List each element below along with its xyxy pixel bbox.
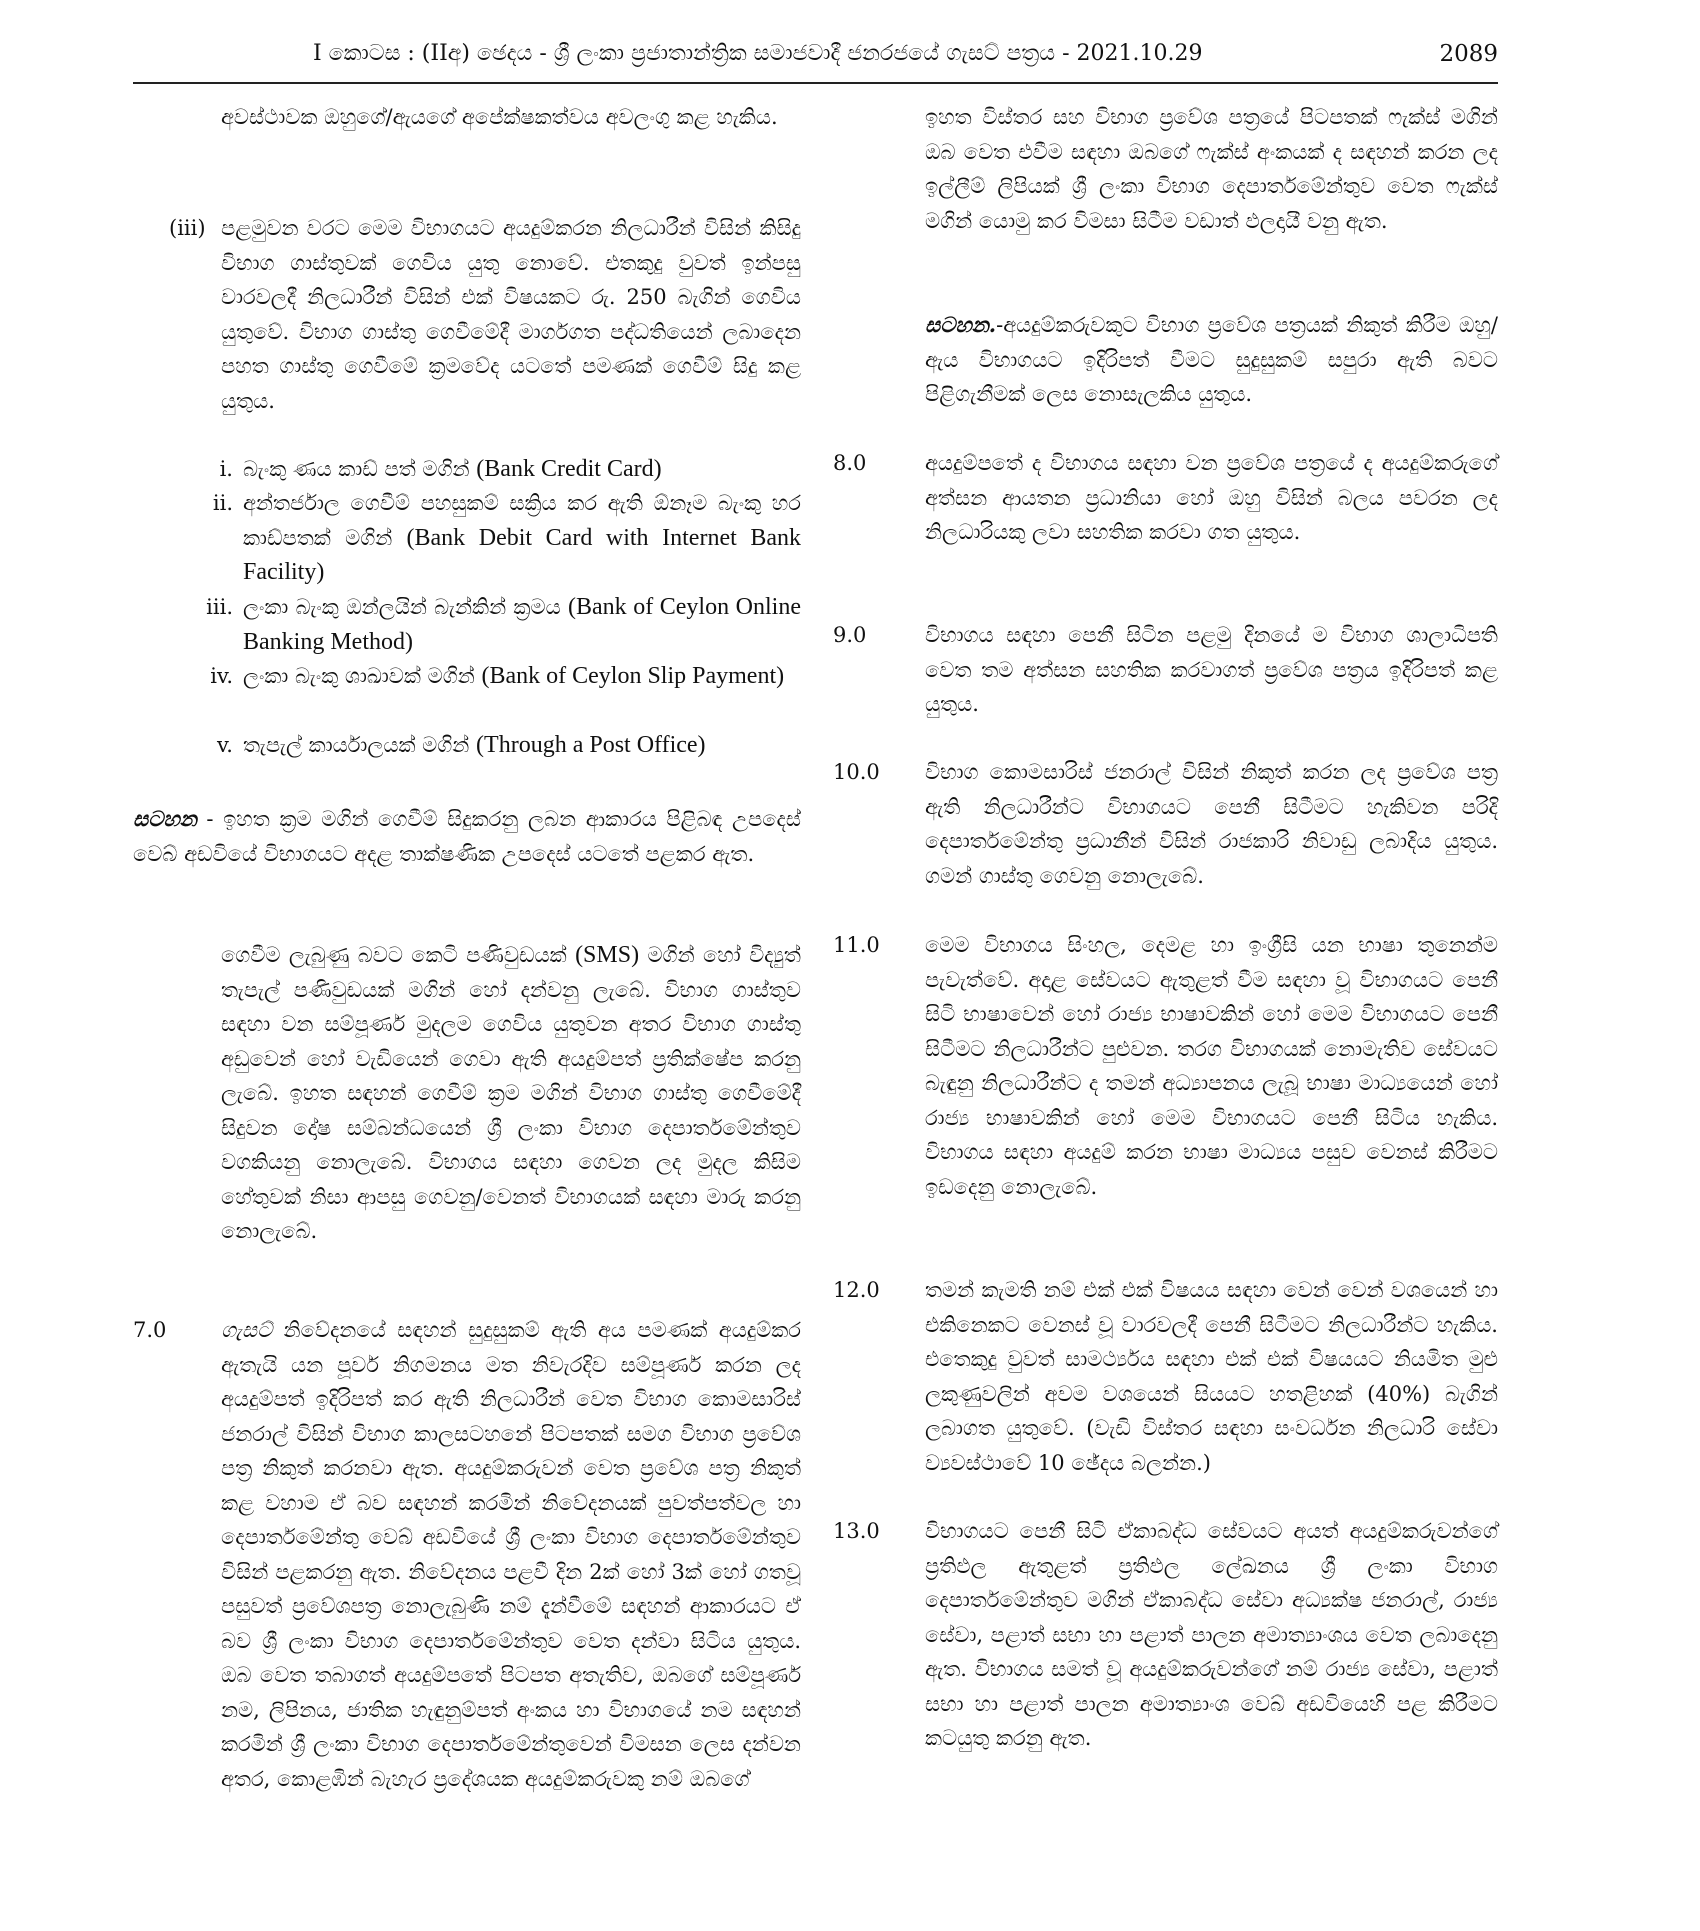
sms-paragraph: ගෙවීම ලැබුණු බවට කෙටි පණිවුඩයක් (SMS) මගින් හෝ විද්‍යුත් තැපැල් පණිවුඩයක් මගින් හෝ දන්වනු ලැබේ. විභාග ගාස්තුව සඳහා වන සම්පූර්ණ මුදලම ගෙවිය යුතුවන අතර විභාග ගාස්තු අඩුවෙන් හෝ වැඩියෙන් ගෙවා ඇති අයදුම්පත් ප්‍රතික්ෂේප කරනු ලැබේ. ඉහත සඳහන් ගෙවීම් ක්‍රම මගින් විභාග ගාස්තු ගෙවීමේදී සිදුවන දෝෂ සම්බන්ධයෙන් ශ්‍රී ලංකා විභාග දෙපාර්තමේන්තුව වගකියනු නොලැබේ. විභාගය සඳහා ගෙවන ලද මුදල කිසිම හේතුවක් නිසා ආපසු ගෙවනු/වෙනත් විභාගයක් සඳහා මාරු කරනු නොලැබේ. [221,942,801,1243]
clause-iii-label: (iii) [169,216,206,240]
payment-note: සටහන - ඉහත ක්‍රම මගින් ගෙවීම් සිදුකරනු ලබන ආකාරය පිළිබඳ උපදෙස් වෙබ් අඩවියේ විභාගයට අදළ තාක්ෂණික උපදෙස් යටතේ පළකර ඇත. [133,806,801,866]
section-number: 12.0 [833,1278,880,1302]
payment-method-item: i. බැංකු ණය කාඩ් පත් මගින් (Bank Credit Card) [219,456,662,482]
section-number: 13.0 [833,1519,880,1543]
note-label: සටහන [133,806,197,831]
header-title: I කොටස : (IIඅ) ඡෙදය - ශ්‍රී ලංකා ප්‍රජාතාන්ත්‍රික සමාජවාදී ජනරජයේ ගැසට් පත්‍රය - 2021.10.29 [313,41,1203,66]
page-header [133,34,1498,84]
page-number: 2089 [1439,41,1498,67]
continued-paragraph-right: ඉහත විස්තර සහ විභාග ප්‍රවේශ පත්‍රයේ පිටපතක් ෆැක්ස් මගින් ඔබ වෙත එවීම සඳහා ඔබගේ ෆැක්ස් අංකයක් ද සඳහන් කරන ලද ඉල්ලීම් ලිපියක් ශ්‍රී ලංකා විභාග දෙපාර්තමේන්තුව වෙත ෆැක්ස් මගින් යොමු කර විමසා සිටීම වඩාත් ඵලදායී වනු ඇත. [925,105,1498,233]
section-number: 8.0 [833,451,867,475]
note-label-right: සටහන. [925,312,997,337]
admission-note: සටහන.-අයදුම්කරුවකුට විභාග ප්‍රවේශ පත්‍රයක් නිකුත් කිරීම ඔහු/ඇය විභාගයට ඉදිරිපත් වීමට සුදුසුකම් සපුරා ඇති බවට පිළිගැනීමක් ලෙස නොසැලකිය යුතුය. [925,312,1498,406]
payment-method-item: v. තැපැල් කාර්යාලයක් මගින් (Through a Post Office) [216,732,706,758]
section-text: විභාග කොමසාරිස් ජනරාල් විසින් නිකුත් කරන ලද ප්‍රවේශ පත්‍ර ඇති නිලධාරීන්ට විභාගයට පෙනී සිටීමට හැකිවන පරිදි දෙපාර්තමේන්තු ප්‍රධානීන් විසින් රාජකාරි නිවාඩු ලබාදිය යුතුය. ගමන් ගාස්තු ගෙවනු නොලැබේ. [925,760,1498,888]
continued-paragraph: අවස්ථාවක ඔහුගේ/ඇයගේ අපේක්ෂකත්වය අවලංගු කළ හැකිය. [221,105,778,129]
header-rule [133,82,1498,84]
section-7-number: 7.0 [133,1318,167,1342]
section-text: අයදුම්පතේ ද විභාගය සඳහා වන ප්‍රවේශ පත්‍රයේ ද අයදුම්කරුගේ අත්සන ආයතන ප්‍රධානියා හෝ ඔහු විසින් බලය පවරන ලද නිලධාරියකු ලවා සහතික කරවා ගත යුතුය. [925,451,1498,544]
section-text: විභාගය සඳහා පෙනී සිටින පළමු දිනයේ ම විභාග ශාලාධිපති වෙත තම අත්සන සහතික කරවාගත් ප්‍රවේශ පත්‍රය ඉදිරිපත් කළ යුතුය. [925,623,1498,716]
payment-method-item: iii. ලංකා බැංකු ඔන්ලයින් බැන්කින් ක්‍රමය (Bank of Ceylon Online Banking Method) [206,594,801,655]
section-number: 11.0 [833,933,880,957]
payment-method-item: ii. අන්තර්ජාල ගෙවීම් පහසුකම් සක්‍රිය කර ඇති ඕනෑම බැංකු හර කාඩ්පතක් මගින් (Bank Debit Card with Internet Bank Facility) [212,491,801,585]
section-text: මෙම විභාගය සිංහල, දෙමළ හා ඉංග්‍රීසි යන භාෂා තුනෙන්ම පැවැත්වේ. අදාළ සේවයට ඇතුළත් වීම සඳහා වූ විභාගයට පෙනී සිටි භාෂාවෙන් හෝ රාජ්‍ය භාෂාවකින් හෝ මෙම විභාගයට පෙනී සිටීමට නිලධාරීන්ට පුළුවන. තරග විභාගයක් නොමැතිව සේවයට බැඳුනු නිලධාරීන්ට ද තමන් අධ්‍යාපනය ලැබූ භාෂා මාධ්‍යයෙන් හෝ රාජ්‍ය භාෂාවකින් හෝ මෙම විභාගයට පෙනී සිටිය හැකිය. විභාගය සඳහා අයදුම් කරන භාෂා මාධ්‍යය පසුව වෙනස් කිරීමට ඉඩදෙනු නොලැබේ. [925,933,1498,1199]
section-number: 9.0 [833,623,867,647]
left-column [133,100,803,1931]
section-number: 10.0 [833,760,880,784]
section-7-text: ගැසට් නිවේදනයේ සඳහන් සුදුසුකම් ඇති අය පමණක් අයදුම්කර ඇතැයි යන පූර්ව නිගමනය මත නිවැරදිව සම්පූර්ණ කරන ලද අයදුම්පත් ඉදිරිපත් කර ඇති නිලධාරීන් වෙත විභාග කොමසාරිස් ජනරාල් විසින් විභාග කාලසටහනේ පිටපතක් සමග විභාග ප්‍රවේශ පත්‍ර නිකුත් කරනවා ඇත. අයදුම්කරුවන් වෙත ප්‍රවේශ පත්‍ර නිකුත් කළ වහාම ඒ බව සඳහන් කරමින් නිවේදනයක් පුවත්පත්වල හා දෙපාර්තමේන්තු වෙබ් අඩවියේ ශ්‍රී ලංකා විභාග දෙපාර්තමේන්තුව විසින් පළකරනු ඇත. නිවේදනය පළවී දින 2ක් හෝ 3ක් හෝ ගතවූ පසුවත් ප්‍රවේශපත්‍ර නොලැබුණි නම් දැන්වීමේ සඳහන් ආකාරයට ඒ බව ශ්‍රී ලංකා විභාග දෙපාර්තමේන්තුව වෙත දන්වා සිටිය යුතුය. ඔබ වෙත තබාගත් අයදුම්පතේ පිටපත අතැතිව, ඔබගේ සම්පූර්ණ නම, ලිපිනය, ජාතික හැඳුනුම්පත් අංකය හා විභාගයේ නම සඳහන් කරමින් ශ්‍රී ලංකා විභාග දෙපාර්තමේන්තුවෙන් විමසන ලෙස දන්වන අතර, කොළඹින් බැහැර ප්‍රදේශයක අයදුම්කරුවකු නම් ඔබගේ [221,1318,801,1791]
section-text: විභාගයට පෙනී සිටි ඒකාබද්ධ සේවයට අයත් අයදුම්කරුවන්ගේ ප්‍රතිඵල ඇතුළත් ප්‍රතිඵල ලේඛනය ශ්‍රී ලංකා විභාග දෙපාර්තමේන්තුව මගින් ඒකාබද්ධ සේවා අධ්‍යක්ෂ ජනරාල්, රාජ්‍ය සේවා, පළාත් සභා හා පළාත් පාලන අමාත්‍යාංශය වෙත ලබාදෙනු ඇත. විභාගය සමත් වූ අයදුම්කරුවන්ගේ නම් රාජ්‍ය සේවා, පළාත් සභා හා පළාත් පාලන අමාත්‍යාංශ වෙබ් අඩවියෙහි පළ කිරීමට කටයුතු කරනු ඇත. [925,1519,1498,1750]
payment-method-item: iv. ලංකා බැංකු ශාඛාවක් මගින් (Bank of Ceylon Slip Payment) [210,663,785,689]
section-text: තමන් කැමති නම් එක් එක් විෂයය සඳහා වෙන් වෙන් වශයෙන් හා එකිනෙකට වෙනස් වූ වාරවලදී පෙනී සිටීමට නිලධාරීන්ට හැකිය. එතෙකුදු වුවත් සාමර්ථ්‍යය සඳහා එක් එක් විෂයයට නියමිත මුළු ලකුණුවලින් අවම වශයෙන් සියයට හතළිහක් (40%) බැගින් ලබාගත යුතුවේ. (වැඩි විස්තර සඳහා සංවර්ධන නිලධාරි සේවා ව්‍යවස්ථාවේ 10 ඡේදය බලන්න.) [925,1278,1498,1475]
clause-iii-text: පළමුවන වරට මෙම විභාගයට අයදුම්කරන නිලධාරීන් විසින් කිසිදු විභාග ගාස්තුවක් ගෙවිය යුතු නොවේ. එතකුදු වුවත් ඉන්පසු වාරවලදී නිලධාරීන් විසින් එක් විෂයකට රු. 250 බැගින් ගෙවිය යුතුවේ. විභාග ගාස්තු ගෙවීමේදී මාර්ගගත පද්ධතියෙන් ලබාදෙන පහත ගාස්තු ගෙවීමේ ක්‍රමවේද යටතේ පමණක් ගෙවීම් සිදු කළ යුතුය. [221,216,801,413]
right-column [833,100,1500,1931]
